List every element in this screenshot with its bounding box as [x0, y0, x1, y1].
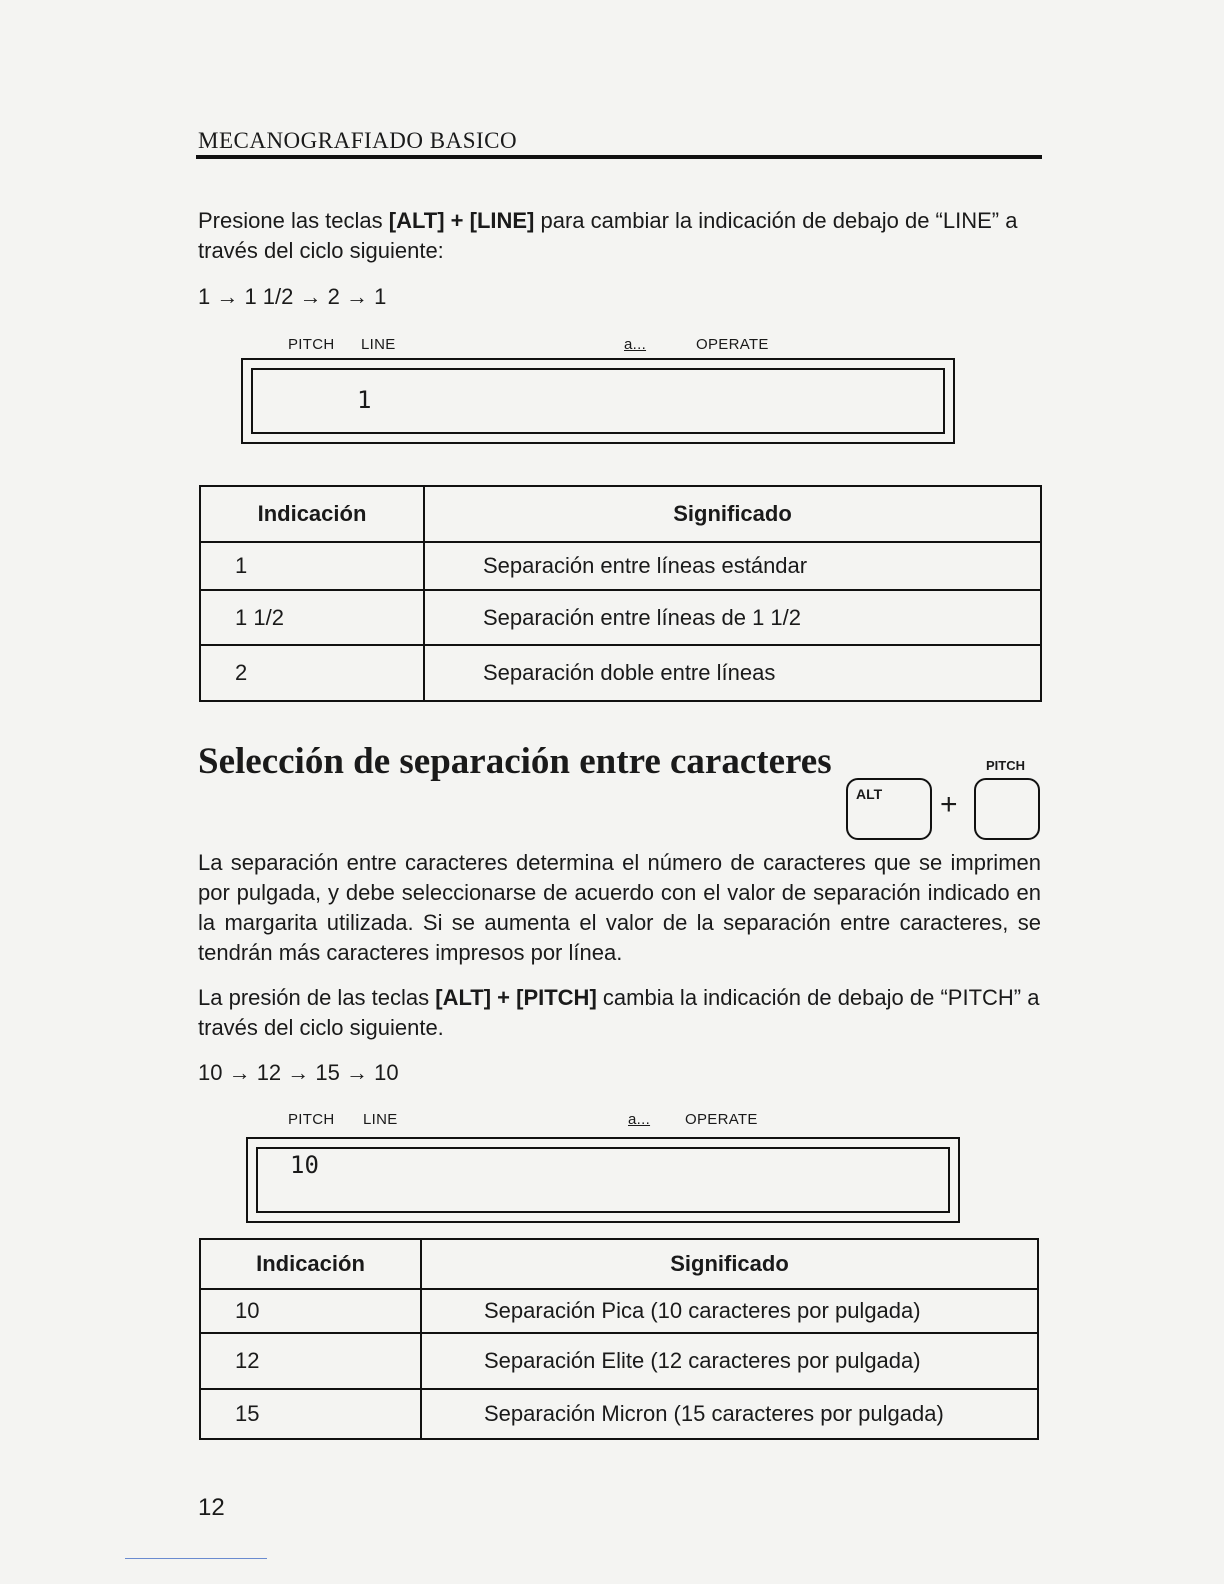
pitch-key-icon: [974, 778, 1040, 840]
table-header-indicacion: Indicación: [200, 486, 424, 542]
table-cell-meaning: Separación entre líneas estándar: [424, 542, 1041, 590]
table-header-indicacion: Indicación: [200, 1239, 421, 1289]
alt-key-icon: [846, 778, 932, 840]
lcd1-label-pitch: PITCH: [288, 336, 335, 353]
pitch-intro-suffix: cambia la indicación de debajo de “PITCH” a través del ciclo siguiente.: [198, 985, 1040, 1040]
section-title: Selección de separación entre caracteres: [198, 741, 832, 782]
pitch-key-label: PITCH: [986, 758, 1025, 773]
line-intro-suffix: para cambiar la indicación de debajo de “LINE” a través del ciclo siguiente:: [198, 208, 1018, 263]
table-cell-meaning: Separación Pica (10 caracteres por pulgada): [421, 1289, 1038, 1333]
pitch-intro-prefix: La presión de las teclas: [198, 985, 436, 1010]
plus-sign: +: [940, 788, 958, 821]
lcd1-value: 1: [357, 386, 372, 414]
alt-key-label: ALT: [856, 786, 883, 802]
bottom-decorative-line: [125, 1558, 267, 1559]
line-intro-paragraph: [198, 206, 1044, 266]
line-indication-table: [199, 485, 1042, 702]
pitch-cycle-sequence: 10 → 12 → 15 → 10: [198, 1060, 399, 1085]
lcd1-label-operate: OPERATE: [696, 336, 769, 353]
table-cell-meaning: Separación entre líneas de 1 1/2: [424, 590, 1041, 645]
page-number: 12: [198, 1494, 225, 1521]
table-row: [200, 542, 1041, 590]
pitch-description-paragraph: La separación entre caracteres determina el número de caracteres que se imprimen por pulgada, y debe seleccionarse de acuerdo con el valor de separación indicado en la margarita utilizada. Si se aumenta el valor de la separación entre caracteres, se tendrán más caracteres impresos por línea.: [198, 850, 1041, 965]
table-row: [200, 1389, 1038, 1439]
table-cell-meaning: Separación doble entre líneas: [424, 645, 1041, 701]
pitch-indication-table: [199, 1238, 1039, 1440]
pitch-intro-paragraph: [198, 983, 1044, 1043]
lcd2-label-operate: OPERATE: [685, 1111, 758, 1128]
running-header: MECANOGRAFIADO BASICO: [198, 128, 518, 153]
table-cell-meaning: Separación Micron (15 caracteres por pulgada): [421, 1389, 1038, 1439]
table-cell-meaning: Separación Elite (12 caracteres por pulgada): [421, 1333, 1038, 1389]
table-header-row: [200, 1239, 1038, 1289]
line-cycle-sequence: 1 → 1 1/2 → 2 → 1: [198, 284, 387, 309]
header-rule: [196, 155, 1042, 159]
table-row: [200, 1289, 1038, 1333]
lcd2-value: 10: [290, 1151, 319, 1179]
line-intro-keys: [ALT] + [LINE]: [388, 208, 535, 233]
lcd2-label-a: a...: [628, 1111, 651, 1128]
table-row: [200, 1333, 1038, 1389]
lcd2-display: [246, 1137, 960, 1223]
table-cell-indication: 1 1/2: [200, 590, 424, 645]
table-header-row: [200, 486, 1041, 542]
lcd2-screen: [256, 1147, 950, 1213]
lcd1-screen: [251, 368, 945, 434]
table-header-significado: Significado: [421, 1239, 1038, 1289]
table-row: [200, 590, 1041, 645]
line-intro-prefix: Presione las teclas: [198, 208, 389, 233]
table-cell-indication: 1: [200, 542, 424, 590]
table-header-significado: Significado: [424, 486, 1041, 542]
lcd2-label-line: LINE: [363, 1111, 398, 1128]
table-cell-indication: 10: [200, 1289, 421, 1333]
table-cell-indication: 2: [200, 645, 424, 701]
lcd1-display: [241, 358, 955, 444]
table-cell-indication: 12: [200, 1333, 421, 1389]
pitch-intro-keys: [ALT] + [PITCH]: [435, 985, 597, 1010]
lcd1-label-line: LINE: [361, 336, 396, 353]
table-cell-indication: 15: [200, 1389, 421, 1439]
lcd2-label-pitch: PITCH: [288, 1111, 335, 1128]
lcd1-label-a: a...: [624, 336, 647, 353]
table-row: [200, 645, 1041, 701]
